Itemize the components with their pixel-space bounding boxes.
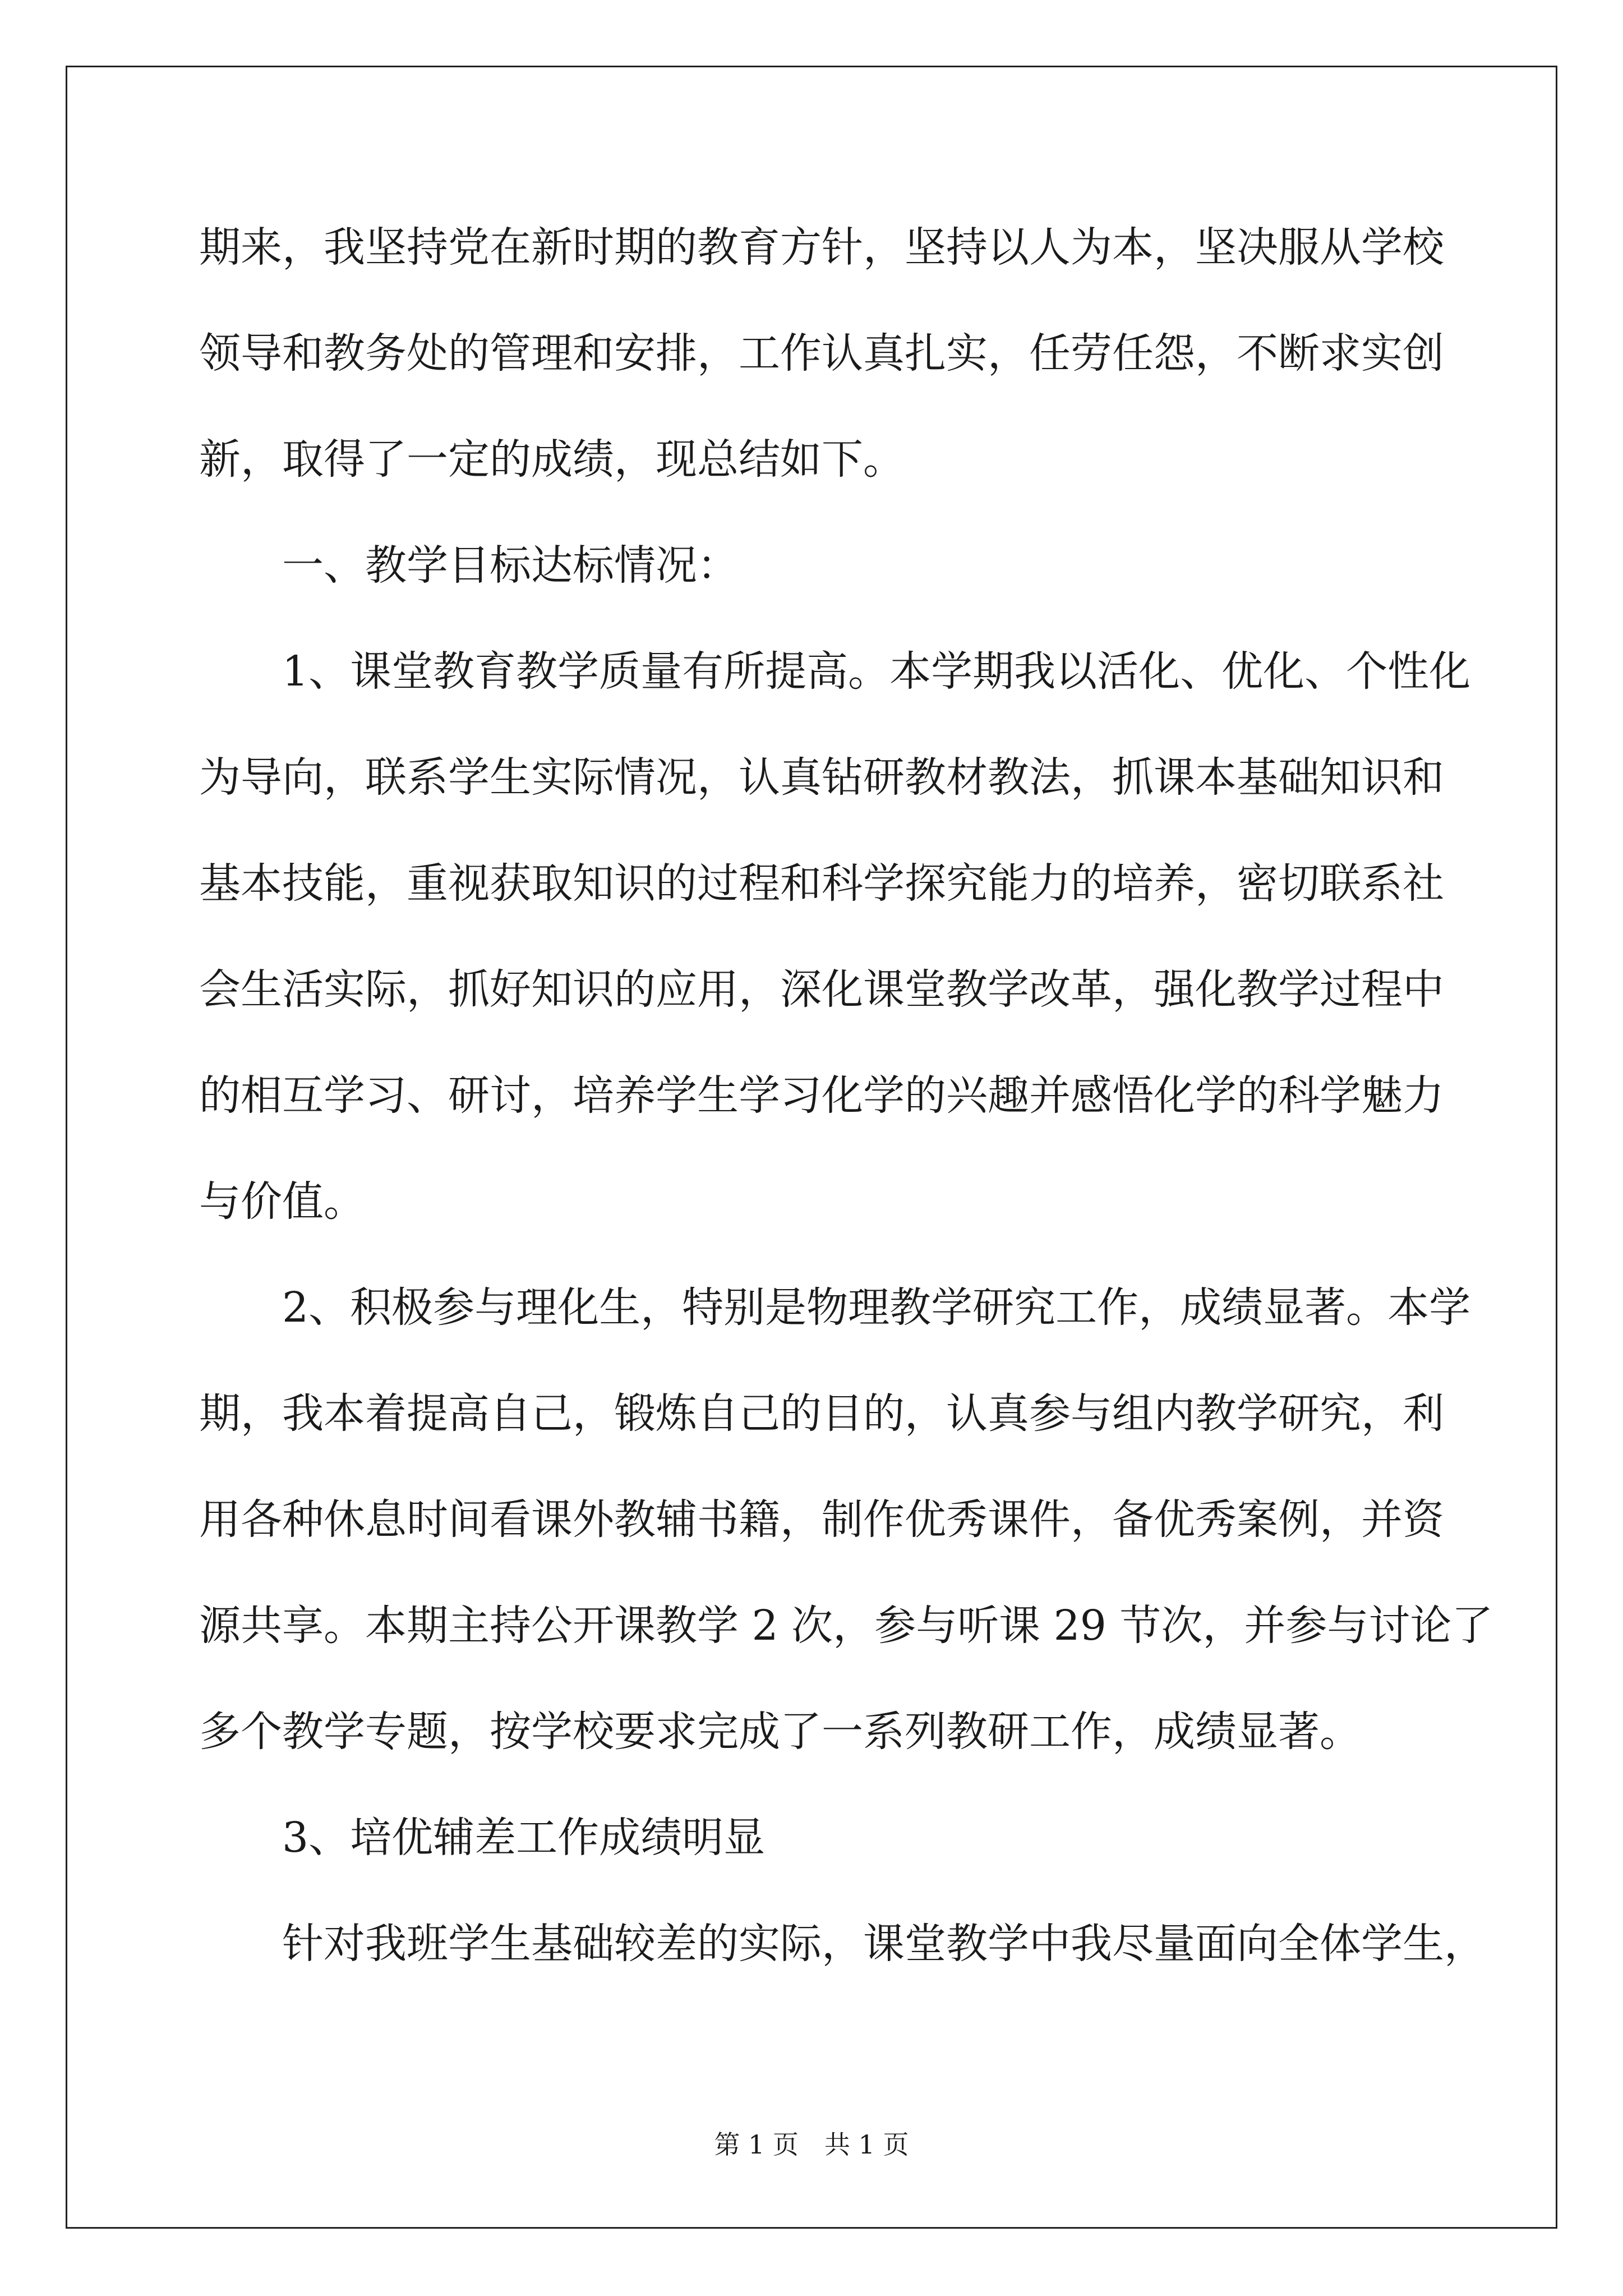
body-line-1: 期来，我坚持党在新时期的教育方针，坚持以人为本，坚决服从学校 [199,223,1444,272]
paragraph-1-line-5: 的相互学习、研讨，培养学生学习化学的兴趣并感悟化学的科学魅力 [199,1071,1444,1120]
page-total: 共 1 页 [824,2129,909,2160]
paragraph-1-line-3: 基本技能，重视获取知识的过程和科学探究能力的培养，密切联系社 [199,859,1444,908]
paragraph-2-line-2: 期，我本着提高自己，锻炼自己的目的，认真参与组内教学研究，利 [199,1389,1444,1438]
paragraph-1-line-6: 与价值。 [199,1177,365,1226]
subheading-3: 3、培优辅差工作成绩明显 [282,1814,766,1862]
page-footer [0,2128,1623,2161]
paragraph-1-line-4: 会生活实际，抓好知识的应用，深化课堂教学改革，强化教学过程中 [199,965,1444,1014]
paragraph-1-line-2: 为导向，联系学生实际情况，认真钻研教材教法，抓课本基础知识和 [199,753,1444,802]
paragraph-1-line-1: 1、课堂教育教学质量有所提高。本学期我以活化、优化、个性化 [282,647,1471,696]
paragraph-2-line-3: 用各种休息时间看课外教辅书籍，制作优秀课件，备优秀案例，并资 [199,1496,1444,1544]
page-number: 第 1 页 [714,2129,799,2160]
body-line-3: 新，取得了一定的成绩，现总结如下。 [199,435,905,484]
paragraph-2-line-4: 源共享。本期主持公开课教学 2 次，参与听课 29 节次，并参与讨论了 [199,1602,1493,1650]
paragraph-2-line-5: 多个教学专题，按学校要求完成了一系列教研工作，成绩显著。 [199,1708,1361,1756]
section-heading: 一、教学目标达标情况： [282,541,739,590]
body-line-2: 领导和教务处的管理和安排，工作认真扎实，任劳任怨，不断求实创 [199,329,1444,378]
paragraph-2-line-1: 2、积极参与理化生，特别是物理教学研究工作，成绩显著。本学 [282,1283,1471,1332]
document-body [199,214,1493,2017]
paragraph-3-line-1: 针对我班学生基础较差的实际，课堂教学中我尽量面向全体学生， [282,1920,1486,1968]
